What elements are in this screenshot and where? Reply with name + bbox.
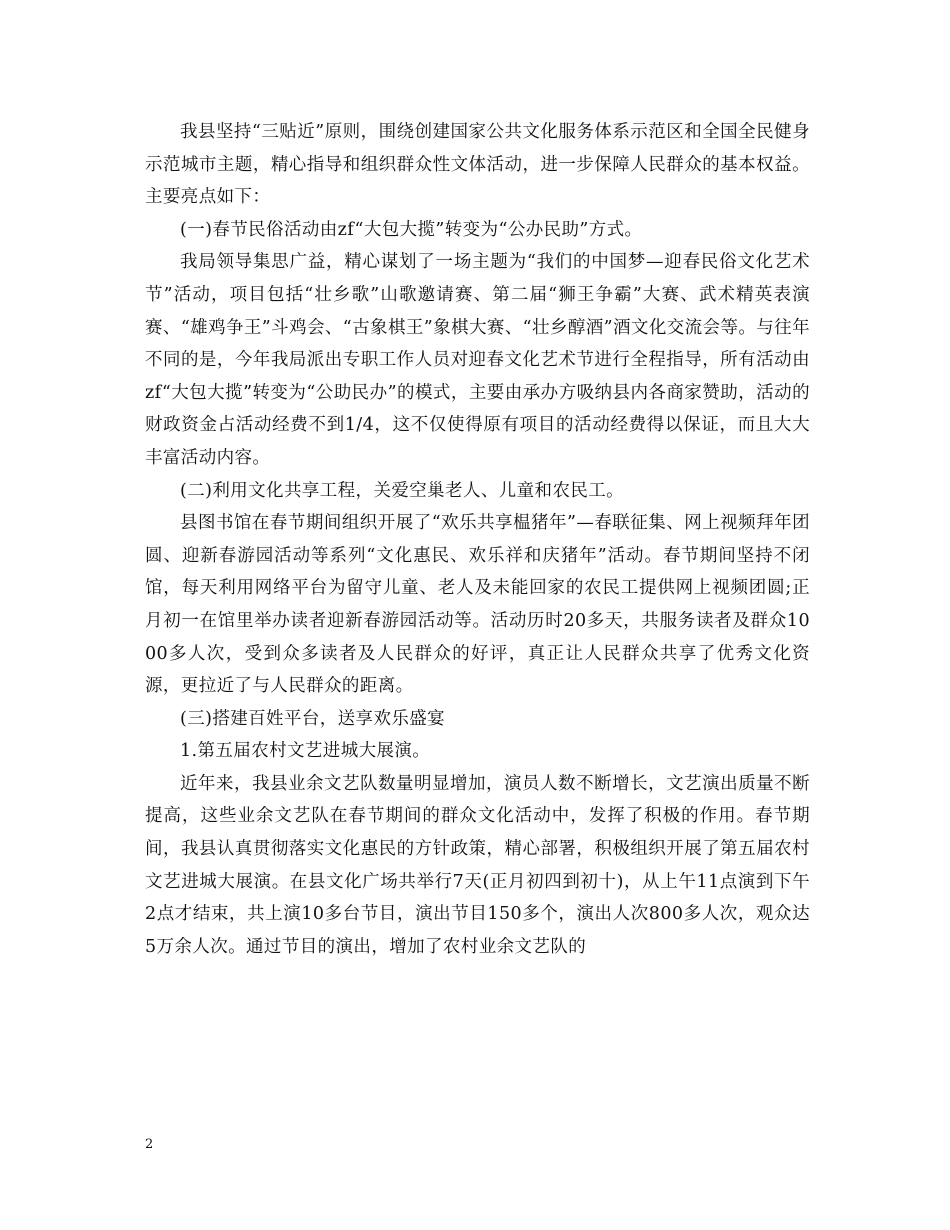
section-heading-2: (二)利用文化共享工程，关爱空巢老人、儿童和农民工。 xyxy=(180,480,625,501)
subsection-1-paragraph: 近年来，我县业余文艺队数量明显增加，演员人数不断增长，文艺演出质量不断提高，这些业余文艺队在春节期间的群众文化活动中，发挥了积极的作用。春节期间，我县认真贯彻落实文化惠民的方针政策，精心部署，积极组织开展了第五届农村文艺进城大展演。在县文化广场共举行7天(正月初四到初十)，从上午11点演到下午2点才结束，共上演10多台节目，演出节目150多个，演出人次800多人次，观众达5万余人次。通过节目的演出，增加了农村业余文艺队的 xyxy=(145,773,810,957)
section-heading-3: (三)搭建百姓平台，送享欢乐盛宴 xyxy=(180,708,446,729)
body-text xyxy=(145,116,810,963)
intro-paragraph: 我县坚持“三贴近”原则，围绕创建国家公共文化服务体系示范区和全国全民健身示范城市主题，精心指导和组织群众性文体活动，进一步保障人民群众的基本权益。主要亮点如下： xyxy=(145,122,810,208)
page-number: 2 xyxy=(145,1137,154,1152)
section-2-paragraph: 县图书馆在春节期间组织开展了“欢乐共享榅猪年”—春联征集、网上视频拜年团圆、迎新春游园活动等系列“文化惠民、欢乐祥和庆猪年”活动。春节期间坚持不闭馆，每天利用网络平台为留守儿童、老人及未能回家的农民工提供网上视频团圆;正月初一在馆里举办读者迎新春游园活动等。活动历时20多天，共服务读者及群众1000多人次，受到众多读者及人民群众的好评，真正让人民群众共享了优秀文化资源，更拉近了与人民群众的距离。 xyxy=(145,513,810,697)
section-heading-1: (一)春节民俗活动由zf“大包大揽”转变为“公办民助”方式。 xyxy=(180,219,643,240)
section-1-paragraph: 我局领导集思广益，精心谋划了一场主题为“我们的中国梦—迎春民俗文化艺术节”活动，项目包括“壮乡歌”山歌邀请赛、第二届“狮王争霸”大赛、武术精英表演赛、“雄鸡争王”斗鸡会、“古象棋王”象棋大赛、“壮乡醇酒”酒文化交流会等。与往年不同的是，今年我局派出专职工作人员对迎春文化艺术节进行全程指导，所有活动由zf“大包大揽”转变为“公助民办”的模式，主要由承办方吸纳县内各商家赞助，活动的财政资金占活动经费不到1/4，这不仅使得原有项目的活动经费得以保证，而且大大丰富活动内容。 xyxy=(145,252,810,468)
subsection-heading-1: 1.第五届农村文艺进城大展演。 xyxy=(180,741,431,762)
